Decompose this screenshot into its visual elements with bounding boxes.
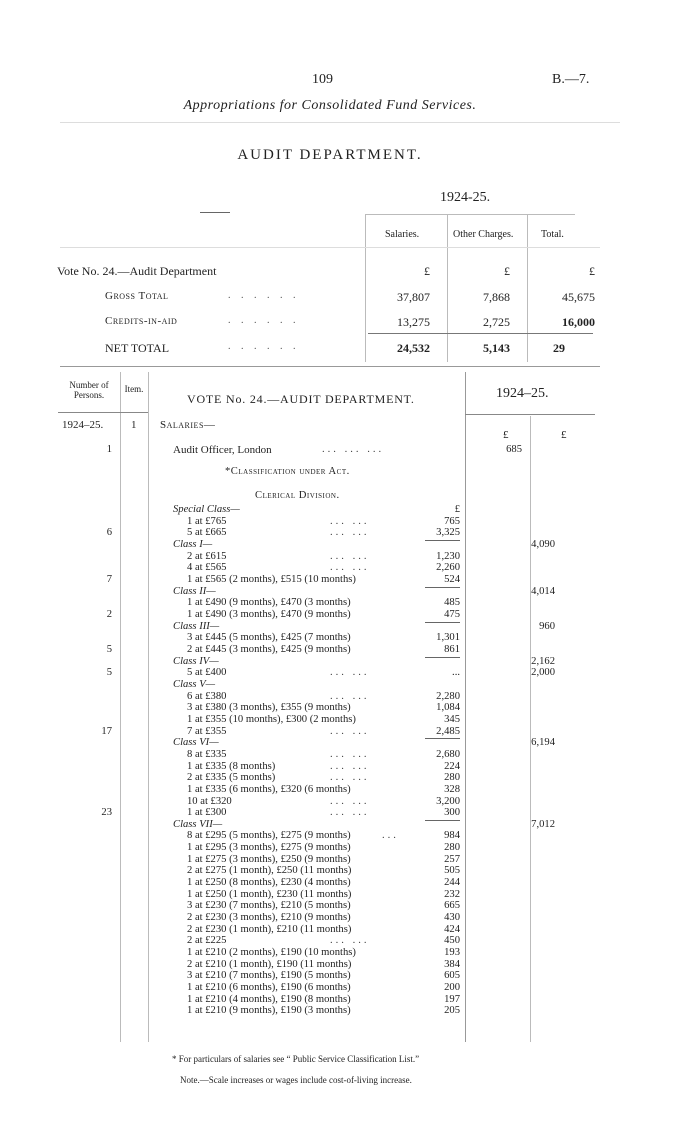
row-label: 1 at £210 (4 months), £190 (8 months) xyxy=(187,993,351,1005)
row-label: 7 at £355 xyxy=(187,725,227,737)
salary-row xyxy=(0,1005,700,1017)
row-leader: ... ... xyxy=(330,935,370,947)
row-label: 1 at £335 (8 months) xyxy=(187,760,276,772)
salary-row xyxy=(0,935,700,947)
net-total-leader: . . . . . . xyxy=(228,341,300,352)
salaries-heading: Salaries— xyxy=(160,419,216,431)
net-total-label: NET TOTAL xyxy=(105,341,170,355)
row-label: 1 at £300 xyxy=(187,807,227,819)
salary-row xyxy=(0,877,700,889)
gross-total-total: 45,675 xyxy=(562,290,595,304)
row-label: 1 at £210 (9 months), £190 (3 months) xyxy=(187,1005,351,1017)
row-label: 1 at £210 (2 months), £190 (10 months) xyxy=(187,947,356,959)
row-label: 3 at £380 (3 months), £355 (9 months) xyxy=(187,702,351,714)
subtotal-rule xyxy=(425,820,460,821)
col-number-of-persons: Number of Persons. xyxy=(69,380,109,400)
row-leader: ... ... ... xyxy=(322,444,385,455)
salary-row xyxy=(0,551,700,563)
salary-row xyxy=(0,490,700,502)
summary-divider-3 xyxy=(527,214,528,362)
row-amount: 300 xyxy=(444,807,460,819)
salary-row xyxy=(0,574,700,586)
row-amount: 3,200 xyxy=(436,795,460,807)
summary-dash xyxy=(200,212,230,213)
row-leader: ... ... xyxy=(330,807,370,819)
salary-row xyxy=(0,994,700,1006)
col-other-charges: Other Charges. xyxy=(453,229,514,240)
document-reference: B.—7. xyxy=(552,72,590,87)
currency-salaries: £ xyxy=(424,264,430,278)
salary-row xyxy=(0,466,700,478)
row-label: 2 at £210 (1 month), £190 (11 months) xyxy=(187,958,352,970)
row-leader: ... ... xyxy=(330,772,370,784)
row-amount: 984 xyxy=(444,830,460,842)
department-title: AUDIT DEPARTMENT. xyxy=(237,147,423,163)
row-leader: ... ... xyxy=(330,562,370,574)
credits-in-aid-other: 2,725 xyxy=(483,315,510,329)
row-label: 2 at £615 xyxy=(187,550,227,562)
row-total: 4,090 xyxy=(531,538,555,550)
salary-row xyxy=(0,970,700,982)
salary-row xyxy=(0,900,700,912)
salary-row xyxy=(0,796,700,808)
salary-row xyxy=(0,656,700,668)
currency-other: £ xyxy=(504,264,510,278)
row-persons: 23 xyxy=(101,807,112,819)
gross-total-label: Gross Total xyxy=(105,290,169,302)
row-amount: 200 xyxy=(444,982,460,994)
row-label: 2 at £230 (3 months), £210 (9 months) xyxy=(187,912,351,924)
net-total-salaries: 24,532 xyxy=(397,341,430,355)
salary-row xyxy=(0,691,700,703)
right-header-rule xyxy=(465,414,595,415)
row-amount: 430 xyxy=(444,912,460,924)
row-label: 1 at £210 (6 months), £190 (6 months) xyxy=(187,982,351,994)
row-total: 7,012 xyxy=(531,818,555,830)
salary-row xyxy=(0,714,700,726)
salary-row xyxy=(0,772,700,784)
row-label: 10 at £320 xyxy=(187,795,232,807)
salary-row xyxy=(0,527,700,539)
row-amount: 280 xyxy=(444,772,460,784)
row-persons: 17 xyxy=(101,725,112,737)
credits-in-aid-salaries: 13,275 xyxy=(397,315,430,329)
row-amount: 384 xyxy=(444,958,460,970)
salary-row xyxy=(0,982,700,994)
salary-row xyxy=(0,912,700,924)
vote-title: VOTE No. 24.—AUDIT DEPARTMENT. xyxy=(187,392,415,406)
subtotal-rule xyxy=(425,587,460,588)
salary-row xyxy=(0,924,700,936)
summary-header-rule xyxy=(365,214,575,215)
salary-row xyxy=(0,737,700,749)
row-leader: ... ... xyxy=(330,515,370,527)
row-amount: 2,260 xyxy=(436,562,460,574)
row-label: Audit Officer, London xyxy=(173,444,272,456)
row-label: Class VII— xyxy=(173,818,223,830)
row-amount: 765 xyxy=(444,515,460,527)
gross-total-salaries: 37,807 xyxy=(397,290,430,304)
salary-row xyxy=(0,761,700,773)
row-leader: ... ... xyxy=(330,795,370,807)
subtotal-rule xyxy=(425,738,460,739)
summary-bottom-rule xyxy=(60,366,600,367)
salary-row xyxy=(0,597,700,609)
row-label: Class VI— xyxy=(173,737,219,749)
subtotal-rule xyxy=(425,657,460,658)
net-rule xyxy=(368,333,593,334)
row-label: 8 at £335 xyxy=(187,748,227,760)
header-rule xyxy=(60,122,620,123)
salary-row xyxy=(0,609,700,621)
footnote-classification: * For particulars of salaries see “ Public Service Classification List.” xyxy=(172,1054,420,1064)
currency-total: £ xyxy=(589,264,595,278)
row-leader: ... ... xyxy=(330,690,370,702)
row-amount: 450 xyxy=(444,935,460,947)
row-label: Class V— xyxy=(173,678,216,690)
row-persons: 2 xyxy=(106,608,112,620)
row-amount: 505 xyxy=(444,865,460,877)
row-leader: ... ... xyxy=(330,748,370,760)
row-label: 3 at £230 (7 months), £210 (5 months) xyxy=(187,900,351,912)
row-amount: 424 xyxy=(444,923,460,935)
salary-row xyxy=(0,444,700,456)
detail-year-left: 1924–25. xyxy=(62,419,104,431)
row-label: Class II— xyxy=(173,585,216,597)
summary-divider-1 xyxy=(365,214,366,362)
row-label: 8 at £295 (5 months), £275 (9 months) xyxy=(187,830,351,842)
row-label: Clerical Division. xyxy=(255,490,340,501)
salary-row xyxy=(0,726,700,738)
row-amount: 2,280 xyxy=(436,690,460,702)
row-leader: ... ... xyxy=(330,725,370,737)
row-amount: 1,230 xyxy=(436,550,460,562)
summary-year: 1924-25. xyxy=(440,190,491,205)
row-total: 685 xyxy=(506,444,522,455)
row-label: 1 at £490 (3 months), £470 (9 months) xyxy=(187,608,351,620)
summary-rule xyxy=(60,247,600,248)
row-amount: £ xyxy=(454,504,460,515)
row-label: 1 at £565 (2 months), £515 (10 months) xyxy=(187,573,356,585)
row-label: 5 at £665 xyxy=(187,527,227,539)
salary-row xyxy=(0,667,700,679)
row-amount: 475 xyxy=(444,608,460,620)
salary-row xyxy=(0,632,700,644)
row-label: Special Class— xyxy=(173,504,240,515)
row-label: 2 at £275 (1 month), £250 (11 months) xyxy=(187,865,352,877)
row-label: *Classification under Act. xyxy=(225,466,350,477)
row-label: Class IV— xyxy=(173,655,219,667)
row-label: 3 at £210 (7 months), £190 (5 months) xyxy=(187,970,351,982)
currency-amounts: £ xyxy=(503,429,509,441)
salary-row xyxy=(0,621,700,633)
row-total: 2,000 xyxy=(531,667,555,679)
row-amount: 232 xyxy=(444,888,460,900)
footnote-scale-note: Note.—Scale increases or wages include cost-of-living increase. xyxy=(180,1075,412,1085)
credits-in-aid-total: 16,000 xyxy=(562,315,595,329)
salary-row xyxy=(0,586,700,598)
salary-row xyxy=(0,959,700,971)
row-amount: 197 xyxy=(444,993,460,1005)
row-amount: 524 xyxy=(444,573,460,585)
row-amount: 257 xyxy=(444,853,460,865)
row-amount: 665 xyxy=(444,900,460,912)
row-amount: 861 xyxy=(444,643,460,655)
row-persons: 5 xyxy=(106,643,112,655)
item-number: 1 xyxy=(131,419,137,431)
col-item: Item. xyxy=(124,384,144,394)
row-amount: 2,680 xyxy=(436,748,460,760)
subtotal-rule xyxy=(425,540,460,541)
row-label: 5 at £400 xyxy=(187,667,227,679)
row-amount: 244 xyxy=(444,877,460,889)
currency-totals: £ xyxy=(561,429,567,441)
row-label: 1 at £275 (3 months), £250 (9 months) xyxy=(187,853,351,865)
row-total: 4,014 xyxy=(531,585,555,597)
col-salaries: Salaries. xyxy=(385,229,420,240)
row-label: 2 at £225 xyxy=(187,935,227,947)
row-label: 1 at £765 xyxy=(187,515,227,527)
credits-in-aid-leader: . . . . . . xyxy=(228,315,300,326)
left-header-rule xyxy=(58,412,148,413)
row-label: 4 at £565 xyxy=(187,562,227,574)
row-amount: 328 xyxy=(444,783,460,795)
row-persons: 7 xyxy=(106,573,112,585)
gross-total-leader: . . . . . . xyxy=(228,290,300,301)
row-persons: 1 xyxy=(106,444,112,455)
row-amount: 345 xyxy=(444,713,460,725)
row-leader: ... xyxy=(382,830,399,842)
gross-total-other: 7,868 xyxy=(483,290,510,304)
salary-row xyxy=(0,807,700,819)
salary-row xyxy=(0,784,700,796)
row-amount: 205 xyxy=(444,1005,460,1017)
row-amount: ... xyxy=(452,667,460,679)
salary-row xyxy=(0,947,700,959)
row-leader: ... ... xyxy=(330,667,370,679)
row-leader: ... ... xyxy=(330,527,370,539)
summary-divider-2 xyxy=(447,214,448,362)
salary-row xyxy=(0,504,700,516)
row-label: 2 at £335 (5 months) xyxy=(187,772,276,784)
row-amount: 485 xyxy=(444,597,460,609)
net-total-other: 5,143 xyxy=(483,341,510,355)
salary-row xyxy=(0,889,700,901)
credits-in-aid-label: Credits-in-aid xyxy=(105,315,178,327)
row-amount: 1,084 xyxy=(436,702,460,714)
row-total: 960 xyxy=(539,620,555,632)
row-label: 2 at £445 (3 months), £425 (9 months) xyxy=(187,643,351,655)
row-amount: 3,325 xyxy=(436,527,460,539)
row-label: 3 at £445 (5 months), £425 (7 months) xyxy=(187,632,351,644)
row-label: 1 at £295 (3 months), £275 (9 months) xyxy=(187,842,351,854)
row-amount: 280 xyxy=(444,842,460,854)
row-persons: 5 xyxy=(106,667,112,679)
row-label: Class III— xyxy=(173,620,220,632)
vote-label: Vote No. 24.—Audit Department xyxy=(57,264,217,278)
salary-row xyxy=(0,749,700,761)
salary-row xyxy=(0,830,700,842)
salary-row xyxy=(0,516,700,528)
salary-row xyxy=(0,854,700,866)
page-number: 109 xyxy=(312,72,333,87)
salary-row xyxy=(0,562,700,574)
row-persons: 6 xyxy=(106,527,112,539)
net-total-total: 29 xyxy=(553,341,565,355)
salary-row xyxy=(0,865,700,877)
row-label: 1 at £250 (8 months), £230 (4 months) xyxy=(187,877,351,889)
row-total: 2,162 xyxy=(531,655,555,667)
row-label: Class I— xyxy=(173,538,213,550)
salary-row xyxy=(0,539,700,551)
row-label: 1 at £355 (10 months), £300 (2 months) xyxy=(187,713,356,725)
salary-row xyxy=(0,679,700,691)
detail-year: 1924–25. xyxy=(496,386,549,401)
row-amount: 224 xyxy=(444,760,460,772)
row-leader: ... ... xyxy=(330,550,370,562)
row-amount: 1,301 xyxy=(436,632,460,644)
row-label: 1 at £335 (6 months), £320 (6 months) xyxy=(187,783,351,795)
row-label: 6 at £380 xyxy=(187,690,227,702)
row-amount: 605 xyxy=(444,970,460,982)
row-amount: 193 xyxy=(444,947,460,959)
row-label: 1 at £490 (9 months), £470 (3 months) xyxy=(187,597,351,609)
row-leader: ... ... xyxy=(330,760,370,772)
row-amount: 2,485 xyxy=(436,725,460,737)
salary-row xyxy=(0,702,700,714)
page-title: Appropriations for Consolidated Fund Services. xyxy=(183,98,477,113)
salary-row xyxy=(0,842,700,854)
salary-row xyxy=(0,819,700,831)
row-label: 1 at £250 (1 month), £230 (11 months) xyxy=(187,888,352,900)
row-total: 6,194 xyxy=(531,737,555,749)
col-total: Total. xyxy=(541,229,564,240)
salary-row xyxy=(0,644,700,656)
subtotal-rule xyxy=(425,622,460,623)
row-label: 2 at £230 (1 month), £210 (11 months) xyxy=(187,923,352,935)
